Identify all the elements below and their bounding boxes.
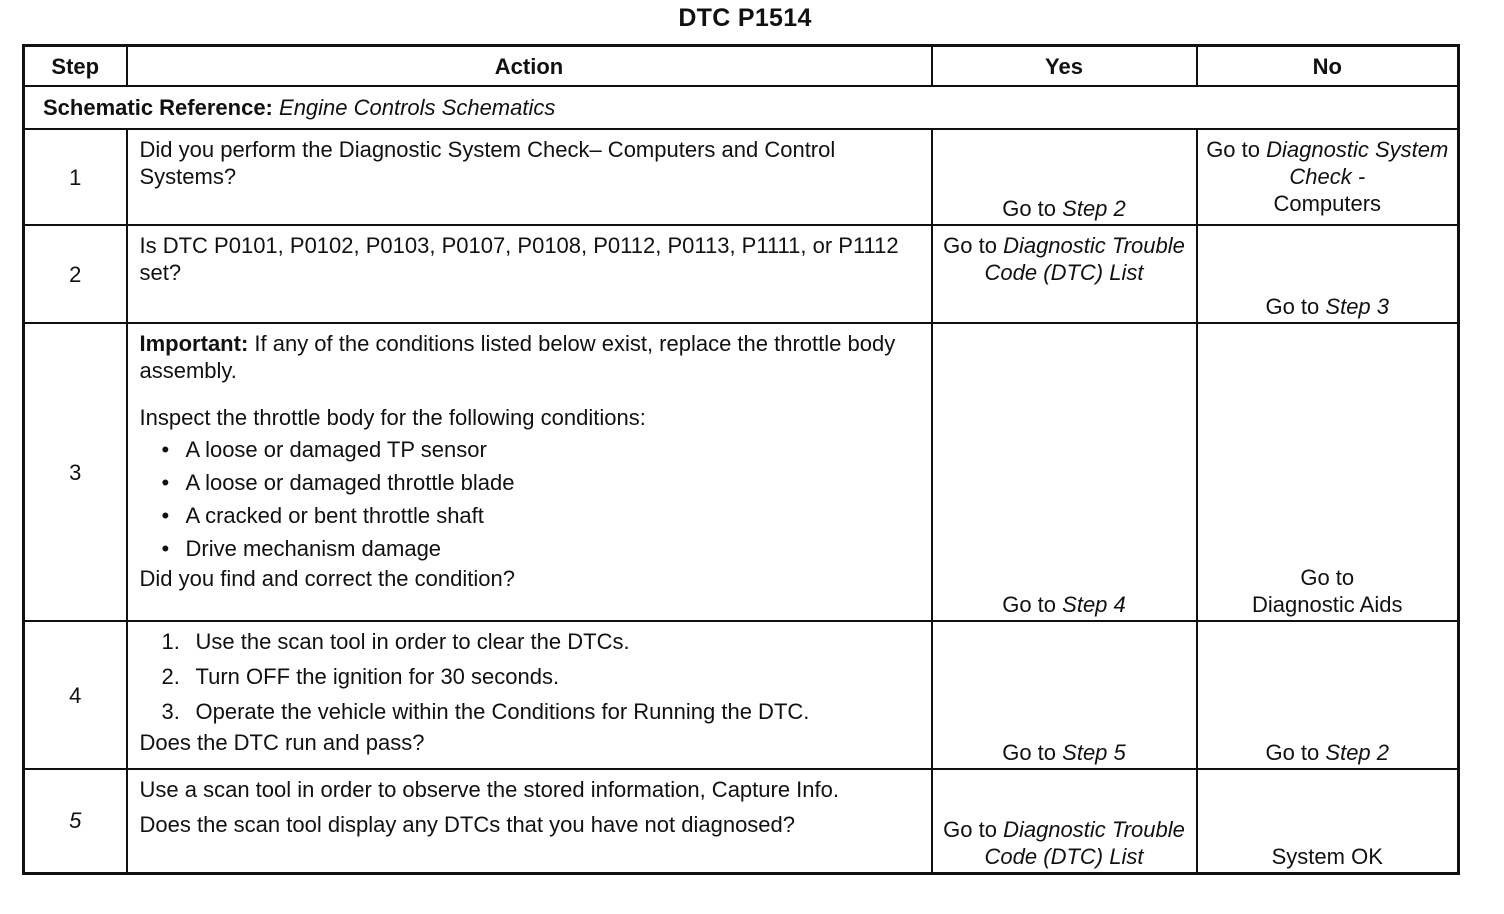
- yes-prefix: Go to: [1002, 196, 1057, 221]
- no-target: Diagnostic Aids: [1252, 592, 1403, 617]
- yes-cell: [932, 225, 1197, 323]
- yes-target: Diagnostic Trouble Code (DTC) List: [984, 233, 1185, 285]
- no-cell: [1197, 129, 1459, 225]
- step-number: 3: [24, 323, 127, 621]
- table-row: [24, 769, 1459, 873]
- header-action: Action: [127, 46, 932, 87]
- no-prefix: Go to: [1300, 565, 1355, 590]
- no-prefix: Go to: [1265, 740, 1320, 765]
- question-text: Did you find and correct the condition?: [139, 566, 515, 591]
- list-item: • A loose or damaged TP sensor: [162, 433, 919, 466]
- header-yes: Yes: [932, 46, 1197, 87]
- header-no: No: [1197, 46, 1459, 87]
- yes-prefix: Go to: [943, 233, 997, 258]
- yes-prefix: Go to: [1002, 740, 1057, 765]
- step-number: 1: [24, 129, 127, 225]
- no-cell: [1197, 323, 1459, 621]
- question-text: Does the DTC run and pass?: [139, 730, 425, 755]
- list-item: 1. Use the scan tool in order to clear the DTCs.: [161, 629, 630, 654]
- yes-target: Step 2: [1062, 196, 1126, 221]
- yes-target: Step 5: [1062, 740, 1126, 765]
- no-cell: [1197, 621, 1459, 769]
- list-item: 3. Operate the vehicle within the Conditions for Running the DTC.: [161, 699, 810, 724]
- list-item: 2. Turn OFF the ignition for 30 seconds.: [161, 664, 560, 689]
- header-step: Step: [24, 46, 127, 87]
- step-number: 4: [24, 621, 127, 769]
- header-row: [24, 46, 1459, 87]
- important-note: [140, 330, 919, 384]
- no-suffix: Computers: [1273, 191, 1382, 216]
- yes-cell: [932, 769, 1197, 873]
- list-item: • A cracked or bent throttle shaft: [162, 499, 919, 532]
- bullet-icon: •: [161, 503, 170, 528]
- schematic-value: Engine Controls Schematics: [279, 95, 556, 120]
- list-item: • Drive mechanism damage: [162, 532, 919, 565]
- no-cell: [1197, 769, 1459, 873]
- action-text: Use a scan tool in order to observe the stored information, Capture Info.: [139, 777, 839, 802]
- list-item: • A loose or damaged throttle blade: [162, 466, 919, 499]
- important-text: If any of the conditions listed below exist, replace the throttle body assembly.: [139, 331, 896, 383]
- bullet-icon: •: [161, 536, 170, 561]
- step-number: 2: [24, 225, 127, 323]
- action-text: Did you perform the Diagnostic System Check– Computers and Control Systems?: [139, 137, 836, 189]
- table-row: [24, 225, 1459, 323]
- action-cell: [127, 621, 932, 769]
- action-text: Is DTC P0101, P0102, P0103, P0107, P0108, P0112, P0113, P1111, or P1112 set?: [139, 233, 899, 285]
- page-title: DTC P1514: [678, 4, 812, 32]
- action-cell: [127, 769, 932, 873]
- yes-target: Diagnostic Trouble Code (DTC) List: [984, 816, 1185, 869]
- no-prefix: Go to: [1265, 294, 1320, 319]
- schematic-reference: [24, 86, 1459, 129]
- yes-target: Step 4: [1062, 592, 1126, 617]
- yes-cell: [932, 621, 1197, 769]
- action-cell: [127, 323, 932, 621]
- no-target: Diagnostic System Check -: [1266, 137, 1449, 189]
- action-cell: [127, 225, 932, 323]
- action-cell: [127, 129, 932, 225]
- diagnostic-table: [22, 44, 1460, 875]
- bullet-icon: •: [161, 470, 170, 495]
- yes-cell: [932, 323, 1197, 621]
- no-cell: [1197, 225, 1459, 323]
- schematic-label: Schematic Reference:: [43, 95, 273, 120]
- condition-list: [140, 433, 919, 565]
- yes-prefix: Go to: [1002, 592, 1057, 617]
- no-result: System OK: [1271, 843, 1383, 869]
- inspect-text: Inspect the throttle body for the following conditions:: [139, 405, 646, 430]
- yes-cell: [932, 129, 1197, 225]
- no-target: Step 3: [1325, 294, 1390, 319]
- important-label: Important:: [139, 331, 249, 356]
- table-row: [24, 129, 1459, 225]
- no-target: Step 2: [1325, 740, 1390, 765]
- table-row: [24, 621, 1459, 769]
- schematic-row: [24, 86, 1459, 129]
- bullet-icon: •: [161, 437, 170, 462]
- table-row: [24, 323, 1459, 621]
- question-text: Does the scan tool display any DTCs that you have not diagnosed?: [139, 812, 796, 837]
- step-number: 5: [24, 769, 127, 873]
- procedure-list: [140, 624, 919, 729]
- no-prefix: Go to: [1206, 137, 1260, 162]
- yes-prefix: Go to: [943, 816, 997, 842]
